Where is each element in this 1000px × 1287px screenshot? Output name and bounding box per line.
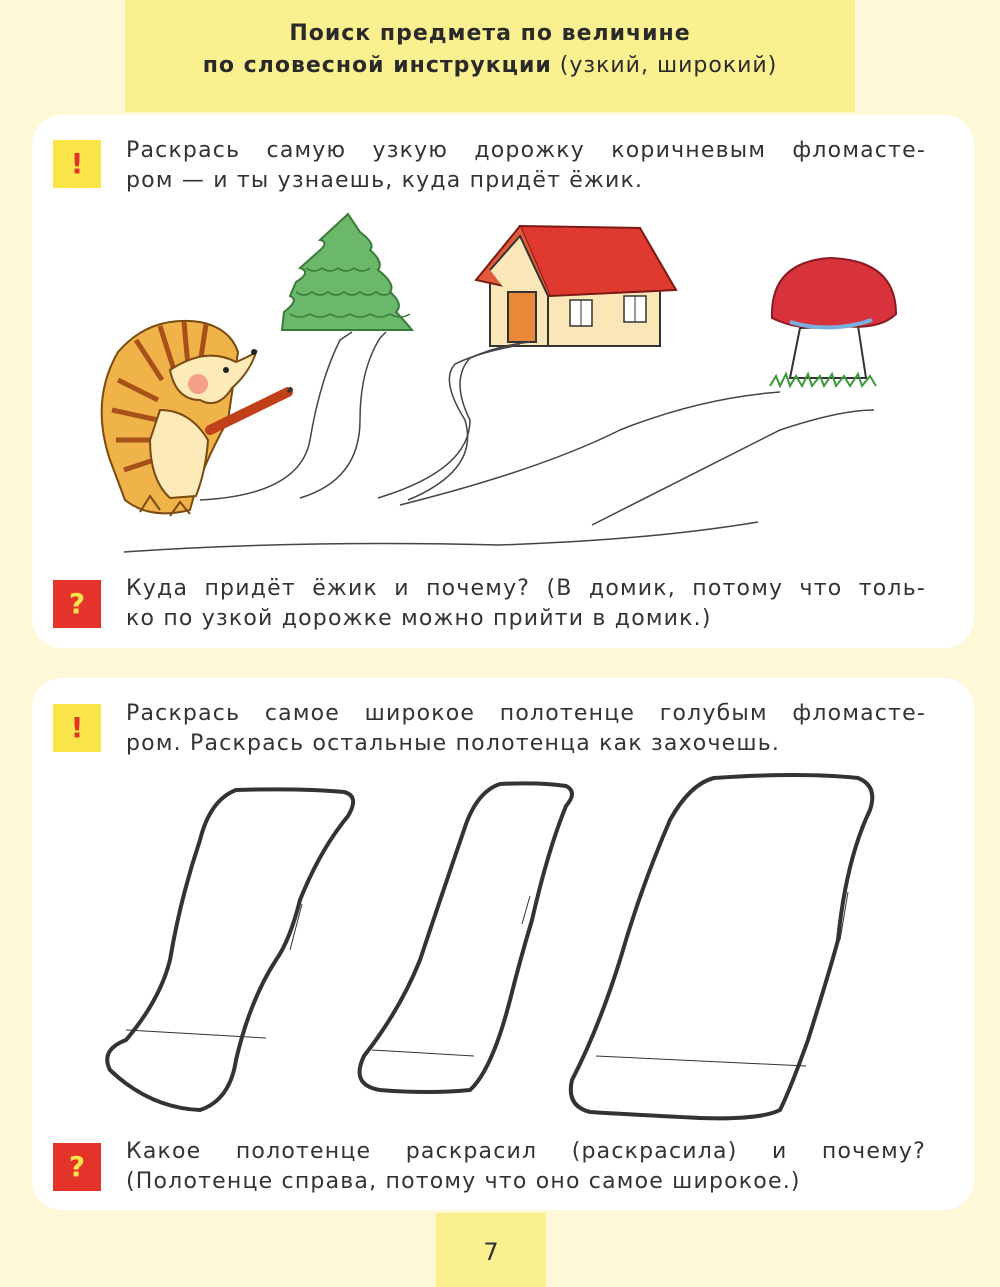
towel-narrowest-middle bbox=[360, 783, 572, 1092]
task2-question-line1: Какое полотенце раскрасил (раскрасила) и почему? bbox=[126, 1139, 926, 1164]
title-line-2-bold: по словесной инструкции bbox=[202, 53, 552, 78]
mushroom-icon[interactable] bbox=[770, 258, 896, 386]
towel-wide-right bbox=[571, 775, 872, 1118]
towel-narrow-left bbox=[107, 789, 353, 1110]
question-badge-2: ? bbox=[53, 1143, 101, 1191]
task2-instruction-line1: Раскрась самое широкое полотенце голубым фломасте- bbox=[126, 701, 926, 726]
task1-question-line2: ко по узкой дорожке можно прийти в домик.) bbox=[126, 606, 712, 631]
title-line-1: Поиск предмета по величине bbox=[289, 21, 691, 46]
task2-question-line2: (Полотенце справа, потому что оно самое широкое.) bbox=[126, 1169, 801, 1194]
title-line-2-plain: (узкий, широкий) bbox=[559, 53, 778, 78]
house-icon[interactable] bbox=[476, 226, 676, 346]
page-number: 7 bbox=[483, 1238, 499, 1266]
task1-instruction-line1: Раскрась самую узкую дорожку коричневым фломасте- bbox=[126, 138, 926, 163]
task1-question-line1: Куда придёт ёжик и почему? (В домик, потому что толь- bbox=[126, 576, 926, 601]
exclamation-badge-2: ! bbox=[53, 704, 101, 752]
question-badge-1: ? bbox=[53, 580, 101, 628]
fir-tree-icon[interactable] bbox=[282, 214, 412, 330]
task2-instruction-line2: ром. Раскрась остальные полотенца как захочешь. bbox=[126, 731, 781, 756]
hedgehog-icon[interactable] bbox=[102, 321, 292, 516]
exclamation-badge-1: ! bbox=[53, 140, 101, 188]
task1-instruction-line2: ром — и ты узнаешь, куда придёт ёжик. bbox=[126, 168, 644, 193]
